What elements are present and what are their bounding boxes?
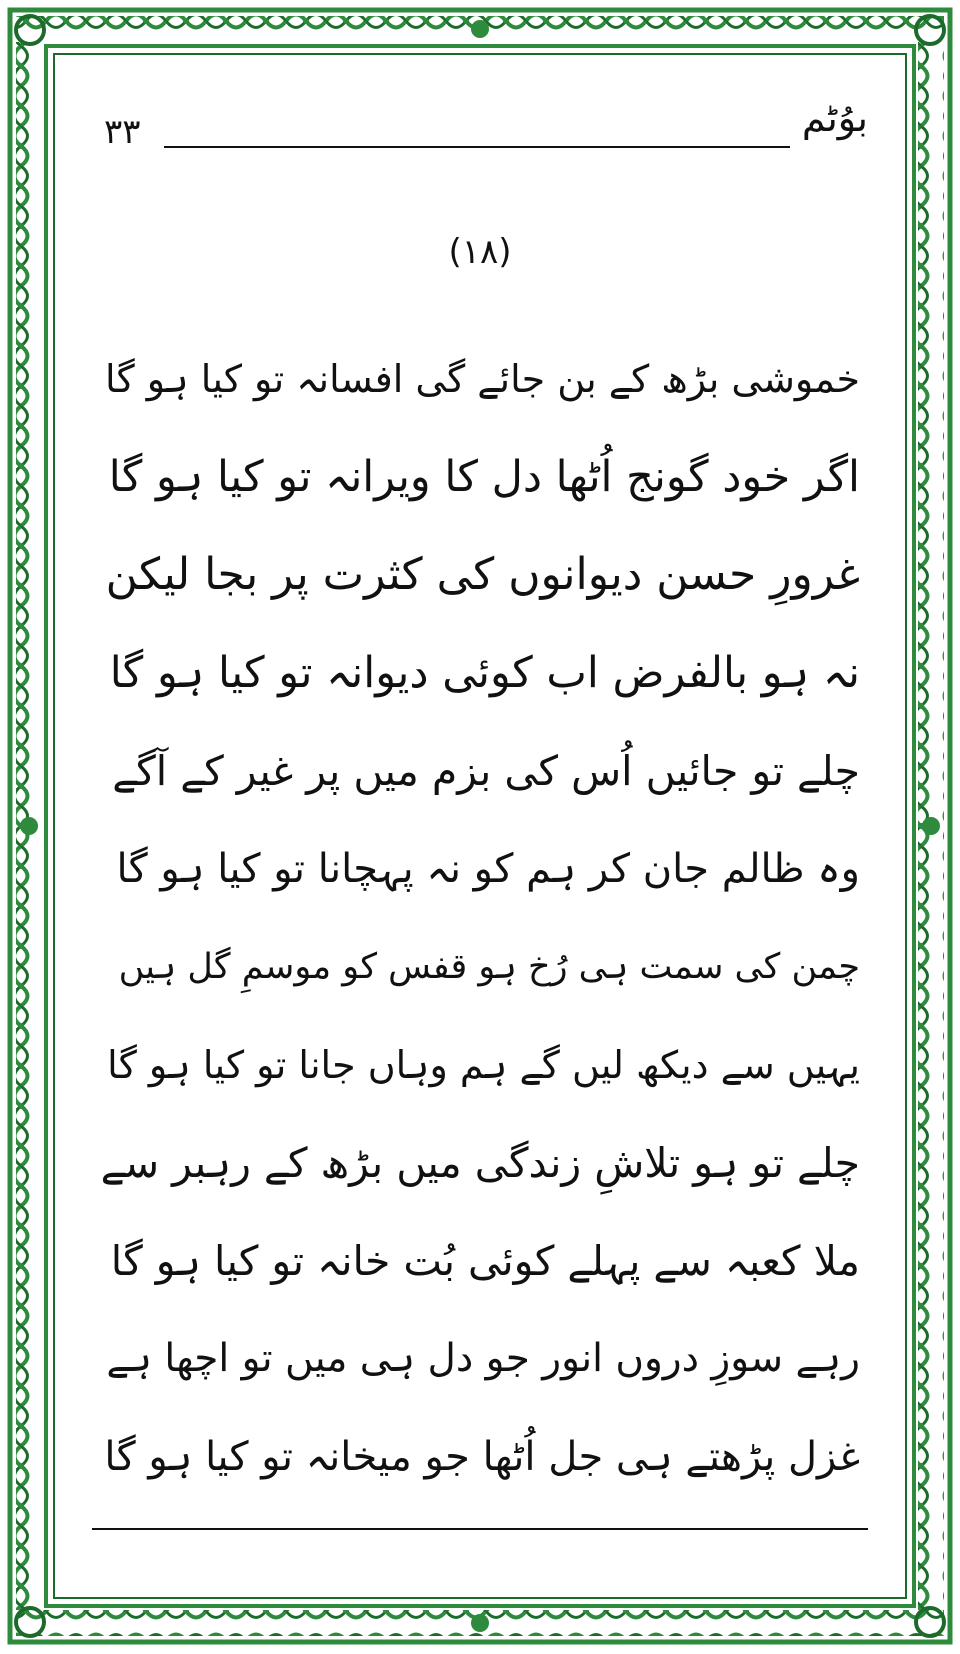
page-number: ۳۳ bbox=[104, 112, 141, 152]
verse-line: غزل پڑھتے ہی جل اُٹھا جو میخانہ تو کیا ہو گا bbox=[104, 1434, 860, 1480]
page-header bbox=[92, 96, 868, 162]
verse-line: چلے تو ہو تلاشِ زندگی میں بڑھ کے رہبر سے bbox=[100, 1139, 860, 1187]
verse-line: چمن کی سمت ہی رُخ ہو قفس کو موسمِ گل ہیں bbox=[118, 947, 860, 987]
verse-line: اگر خود گونج اُٹھا دل کا ویرانہ تو کیا ہو گا bbox=[108, 452, 860, 502]
verse-line: خموشی بڑھ کے بن جائے گی افسانہ تو کیا ہو گا bbox=[105, 357, 860, 401]
verse-line: غرورِ حسن دیوانوں کی کثرت پر بجا لیکن bbox=[105, 549, 860, 600]
ghazal-verses bbox=[100, 330, 860, 1506]
verse-line: نہ ہو بالفرض اب کوئی دیوانہ تو کیا ہو گا bbox=[109, 648, 860, 698]
book-title: بوُٹم bbox=[801, 96, 868, 140]
verse-line: رہے سوزِ دروں انور جو دل ہی میں تو اچھا ہے bbox=[106, 1336, 860, 1381]
footer-divider bbox=[92, 1528, 868, 1530]
verse-line: وہ ظالم جان کر ہم کو نہ پہچانا تو کیا ہو گا bbox=[116, 846, 860, 892]
ghazal-number: (۱۸) bbox=[448, 232, 512, 272]
header-divider bbox=[164, 146, 790, 148]
verse-line: یہیں سے دیکھ لیں گے ہم وہاں جانا تو کیا ہو گا bbox=[107, 1043, 860, 1087]
verse-line: چلے تو جائیں اُس کی بزم میں پر غیر کے آگے bbox=[112, 747, 860, 795]
verse-line: ملا کعبہ سے پہلے کوئی بُت خانہ تو کیا ہو گا bbox=[110, 1237, 860, 1285]
